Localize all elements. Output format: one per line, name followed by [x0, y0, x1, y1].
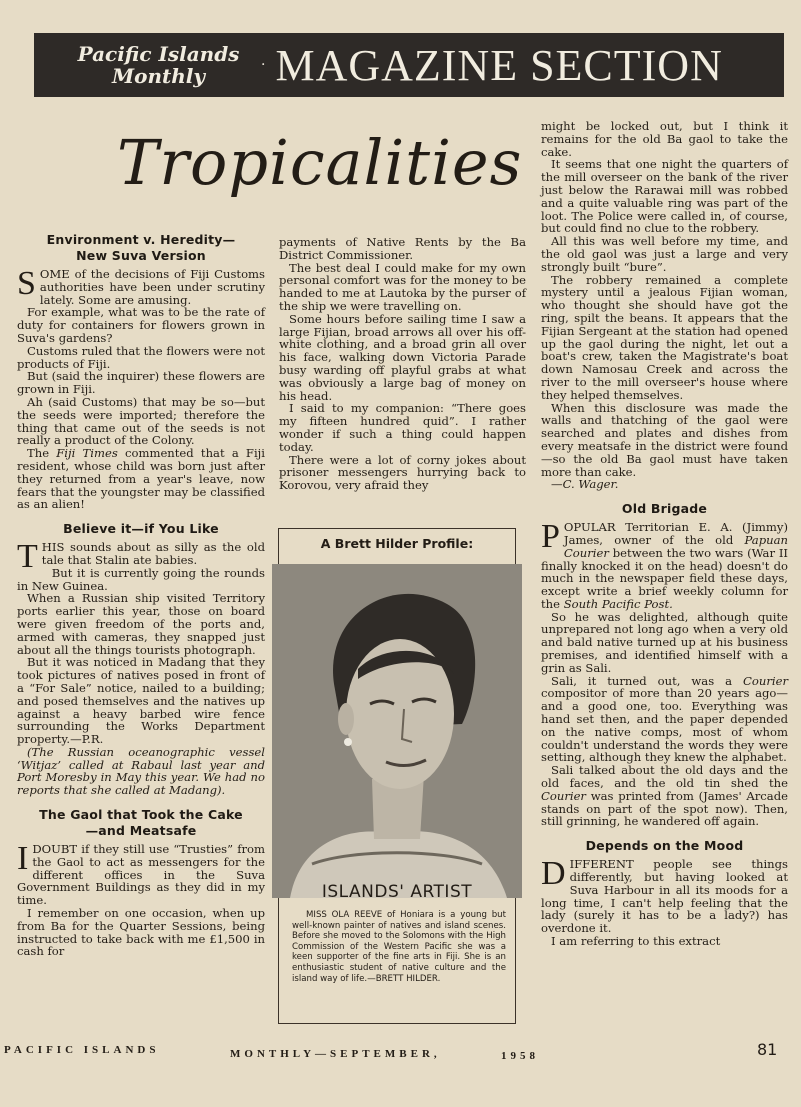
paragraph: When this disclosure was made the walls and thatching of the gaol were searched and plates and dishes from every meatsafe in the district were found—so the old Ba gaol must have taken more than cake. [541, 400, 788, 479]
drop-cap: D [541, 855, 566, 893]
masthead-line-2: Monthly [111, 64, 206, 88]
heading-depends-on-mood: Depends on the Mood [585, 838, 744, 854]
caption-text: MISS OLA REEVE of Honiara is a young but well-known painter of natives and island scenes. Before she moved to the Solomons with the High Commission of the Western Pacific she was a keen supporter of the fine arts in Fiji. She is an enthusiastic student of native culture and the island way of life.—BRETT HILDER. [292, 910, 506, 984]
feature-title-art [113, 112, 523, 207]
paragraph: When a Russian ship visited Territory ports earlier this year, those on board were given freedom of the ports and, armed with cameras, they snapped just about all the things tourists photograph. [17, 591, 265, 657]
paragraph: The Fiji Times commented that a Fiji resident, whose child was born just after they returned from a year's leave, now fears that the youngster may be classified as an alien! [17, 446, 265, 512]
paragraph: (The Russian oceanographic vessel ‘Witjaz’ called at Rabaul last year and Port Moresby in May this year. We had no reports that she called at Madang). [17, 744, 265, 798]
paragraph: THIS sounds about as silly as the old tale that Stalin ate babies. [17, 538, 265, 576]
heading-old-brigade: Old Brigade [621, 501, 708, 517]
drop-cap: P [541, 518, 560, 556]
drop-cap: T [17, 538, 38, 576]
masthead [66, 43, 251, 87]
paragraph: Sali talked about the old days and the old faces, and the old tin shed the Courier was printed from (James' Arcade stands on part of the spot now). Then, still grinning, he wandered off again. [541, 763, 788, 829]
paragraph: I am referring to this extract [551, 934, 721, 949]
heading-environment-line1: Environment v. Heredity— [46, 232, 236, 247]
paragraph: The robbery remained a complete mystery until a jealous Fijian woman, who thought she should have got the ring, spilt the beans. It appears that the Fijian Sergeant at the station had opened up the gaol during the night, let out a boat's crew, taken the Magistrate's boat down Namosau Creek and across the river to the mill overseer's house where they helped themselves. [541, 272, 788, 402]
column-3 [541, 120, 788, 948]
artist-profile [272, 528, 522, 1024]
paragraph: Some hours before sailing time I saw a large Fijian, broad arrows all over his off-white clothing, and a broad grin all over his face, walking down Victoria Parade busy warding off playful grabs at what was obviously a large bag of money on his head. [279, 311, 526, 403]
page-footer [4, 1040, 794, 1066]
column-2 [279, 236, 526, 492]
section-title: MAGAZINE SECTION [275, 40, 723, 90]
heading-environment-line2: New Suva Version [76, 248, 206, 263]
drop-cap: I [17, 840, 29, 878]
portrait-image [272, 564, 522, 898]
paragraph: The best deal I could make for my own personal comfort was for the money to be handed to me at Lautoka by the purser of the ship we were travelling on. [279, 260, 526, 313]
paragraph: might be locked out, but I think it remains for the old Ba gaol to take the cake. [541, 119, 788, 159]
paragraph: But (said the inquirer) these flowers are grown in Fiji. [17, 369, 265, 397]
paragraph: I remember on one occasion, when up from Ba for the Quarter Sessions, being instructed to take back with me £1,500 in cash for [17, 906, 265, 959]
portrait-sketch [272, 564, 522, 898]
masthead-line-1: Pacific Islands [77, 42, 240, 66]
paragraph: Customs ruled that the flowers were not products of Fiji. [17, 343, 265, 371]
paragraph: I said to my companion: “There goes my fifteen hundred quid”. I rather wonder if such a thing could happen today. [279, 401, 526, 454]
footer-issue: MONTHLY—SEPTEMBER, [230, 1048, 441, 1060]
paragraph: For example, what was to be the rate of duty for containers for flowers grown in Suva's gardens? [17, 305, 265, 345]
paragraph: But it is currently going the rounds in New Guinea. [17, 565, 265, 593]
paragraph: SOME of the decisions of Fiji Customs authorities have been under scrutiny lately. Some are amusing. [17, 265, 265, 307]
paragraph: All this was well before my time, and the old gaol was just a large and very strongly built “bure”. [541, 234, 788, 274]
paragraph: Sali, it turned out, was a Courier compositor of more than 20 years ago—and a good one, too. Everything was hand set then, and the paper depended on the native comps, most of whom couldn't understand the words they were setting, although they knew the alphabet. [541, 673, 788, 765]
feature-title-text: Tropicalities [117, 126, 523, 199]
heading-believe: Believe it—if You Like [63, 521, 219, 537]
header-banner [34, 33, 784, 97]
paragraph: POPULAR Territorian E. A. (Jimmy) James, owner of the old Papuan Courier between the two wars (War II finally knocked it on the head) doesn't do much in the newspaper field these days, except write a brief weekly column for the South Pacific Post. [541, 518, 788, 611]
profile-title: A Brett Hilder Profile: [320, 536, 474, 551]
page-number: 81 [757, 1040, 778, 1059]
caption-title: ISLANDS' ARTIST [321, 882, 473, 902]
signature: —C. Wager. [551, 477, 619, 492]
paragraph: It seems that one night the quarters of the mill overseer on the bank of the river just below the Rarawai mill was robbed and a quite valuable ring was part of the loot. The Police were called in, of course, but could find no clue to the robbery. [541, 157, 788, 236]
heading-gaol-line2: —and Meatsafe [85, 823, 197, 839]
footer-publication: PACIFIC ISLANDS [4, 1044, 160, 1056]
paragraph: Ah (said Customs) that may be so—but the seeds were imported; therefore the thing that came out of the seeds is not really a product of the Colony. [17, 394, 265, 448]
separator-dot: · [261, 57, 266, 73]
paragraph: There were a lot of corny jokes about prisoner messengers hurrying back to Korovou, very afraid they [279, 452, 526, 493]
heading-environment [17, 232, 265, 264]
heading-gaol [17, 807, 265, 839]
heading-gaol-line1: The Gaol that Took the Cake [39, 807, 243, 823]
drop-cap: S [17, 265, 36, 302]
feature-title [113, 112, 523, 207]
paragraph: payments of Native Rents by the Ba District Commissioner. [279, 235, 526, 262]
paragraph: DIFFERENT people see things differently, but having looked at Suva Harbour in all its moods for a long time, I can't help feeling that the lady (surely it has to be a lady?) has overdone it. [541, 855, 788, 936]
paragraph: IDOUBT if they still use “Trusties” from the Gaol to act as messengers for the different offices in the Suva Government Buildings as they did in my time. [17, 840, 265, 908]
footer-year: 1958 [501, 1050, 539, 1062]
column-1 [17, 232, 265, 958]
paragraph: But it was noticed in Madang that they took pictures of natives posed in front of a “For Sale” notice, nailed to a building; and posed themselves and the natives up against a heavy barbed wire fence surrounding the Works Department property.—P.R. [17, 655, 265, 747]
paragraph: So he was delighted, although quite unprepared not long ago when a very old and bald native turned up at his business premises, and identified himself with a grin as Sali. [541, 609, 788, 675]
